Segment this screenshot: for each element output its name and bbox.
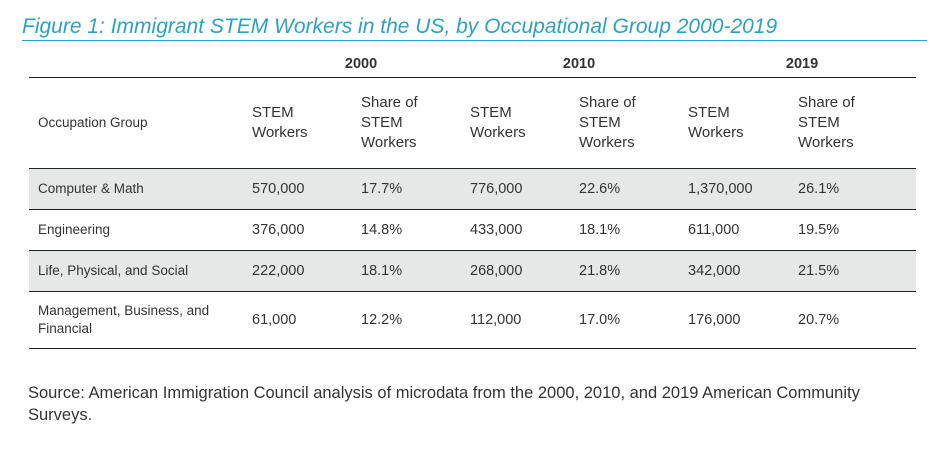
title-underline (22, 40, 927, 41)
table-row (29, 210, 916, 251)
column-header-row (29, 78, 916, 169)
share-2019-cell: 20.7% (798, 292, 916, 349)
stem-workers-table (29, 50, 916, 349)
workers-2000-cell: 570,000 (252, 169, 361, 210)
source-note: Source: American Immigration Council analysis of microdata from the 2000, 2010, and 2019 American Community Surveys. (28, 384, 860, 424)
share-2000-cell: 17.7% (361, 169, 470, 210)
occupation-group-cell: Life, Physical, and Social (29, 251, 252, 292)
share-2010-cell: 22.6% (579, 169, 688, 210)
table-row (29, 292, 916, 349)
year-header-2010: 2010 (470, 50, 688, 78)
occupation-group-cell: Management, Business, and Financial (29, 292, 252, 349)
share-2000-cell: 12.2% (361, 292, 470, 349)
share-2000-cell: 14.8% (361, 210, 470, 251)
year-header-2000: 2000 (252, 50, 470, 78)
workers-2010-cell: 268,000 (470, 251, 579, 292)
year-header-2019: 2019 (688, 50, 916, 78)
share-2010-cell: 18.1% (579, 210, 688, 251)
workers-2010-cell: 112,000 (470, 292, 579, 349)
share-2019-cell: 19.5% (798, 210, 916, 251)
stem-workers-header-2000: STEM Workers (252, 78, 361, 169)
stem-workers-header-2010: STEM Workers (470, 78, 579, 169)
table-row (29, 251, 916, 292)
workers-2010-cell: 433,000 (470, 210, 579, 251)
share-2019-cell: 26.1% (798, 169, 916, 210)
workers-2019-cell: 176,000 (688, 292, 798, 349)
workers-2000-cell: 222,000 (252, 251, 361, 292)
occupation-group-cell: Engineering (29, 210, 252, 251)
workers-2000-cell: 61,000 (252, 292, 361, 349)
stem-workers-header-2019: STEM Workers (688, 78, 798, 169)
share-2010-cell: 21.8% (579, 251, 688, 292)
blank-header-cell (29, 50, 252, 78)
year-header-row (29, 50, 916, 78)
share-2010-cell: 17.0% (579, 292, 688, 349)
share-header-2010: Share of STEM Workers (579, 78, 688, 169)
figure-title: Figure 1: Immigrant STEM Workers in the US, by Occupational Group 2000-2019 (22, 15, 778, 38)
share-header-2000: Share of STEM Workers (361, 78, 470, 169)
table-row (29, 169, 916, 210)
workers-2019-cell: 611,000 (688, 210, 798, 251)
workers-2010-cell: 776,000 (470, 169, 579, 210)
share-2019-cell: 21.5% (798, 251, 916, 292)
share-2000-cell: 18.1% (361, 251, 470, 292)
share-header-2019: Share of STEM Workers (798, 78, 916, 169)
workers-2019-cell: 342,000 (688, 251, 798, 292)
workers-2000-cell: 376,000 (252, 210, 361, 251)
occupation-group-cell: Computer & Math (29, 169, 252, 210)
workers-2019-cell: 1,370,000 (688, 169, 798, 210)
occupation-group-header: Occupation Group (29, 78, 252, 169)
